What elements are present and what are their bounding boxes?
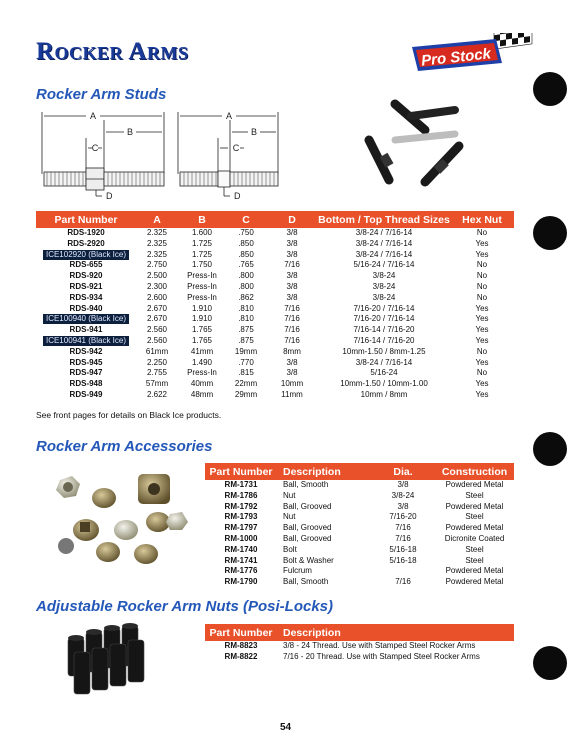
part-number: RDS-948 xyxy=(69,379,103,389)
dim-a-label: A xyxy=(89,111,97,121)
hex-nut-cell: No xyxy=(476,292,488,302)
hex-nut-cell: No xyxy=(476,271,488,281)
part-number-cell: RM-1776 xyxy=(224,566,258,576)
part-number: RDS-941 xyxy=(69,325,103,335)
hex-nut-cell: No xyxy=(476,368,488,378)
thread-sizes-cell: 3/8-24 xyxy=(372,281,396,291)
hex-nut-cell: Yes xyxy=(475,314,489,324)
stud-diagram-hex xyxy=(36,104,171,205)
dim-b-cell: 41mm xyxy=(190,346,214,356)
studs-section-title: Rocker Arm Studs xyxy=(36,86,167,103)
dim-a-cell: 2.560 xyxy=(146,335,168,345)
part-number: RDS-942 xyxy=(69,346,103,356)
dim-c-cell: 22mm xyxy=(234,379,258,389)
dim-b-cell: Press-In xyxy=(187,368,217,378)
dim-d-cell: 3/8 xyxy=(286,249,298,259)
dim-d-cell: 3/8 xyxy=(286,357,298,367)
dim-b-cell: Press-In xyxy=(187,271,217,281)
dim-b-cell: 1.765 xyxy=(191,325,213,335)
dim-a-cell: 2.560 xyxy=(146,325,168,335)
construction-cell: Powdered Metal xyxy=(445,577,504,587)
part-number: RDS-2920 xyxy=(67,238,105,248)
description-cell: Bolt & Washer xyxy=(283,555,334,565)
part-number-cell: RM-1793 xyxy=(224,512,258,522)
checkered-flag-icon xyxy=(494,33,532,49)
hex-nut-cell: Yes xyxy=(475,389,489,399)
hex-nut-cell: Yes xyxy=(475,249,489,259)
thread-sizes-cell: 3/8-24 xyxy=(372,271,396,281)
thread-sizes-cell: 7/16-14 / 7/16-20 xyxy=(353,335,415,345)
part-number-cell xyxy=(36,271,136,282)
dim-d-cell: 8mm xyxy=(283,346,301,356)
hex-nut-cell: No xyxy=(476,260,488,270)
description-cell: Bolt xyxy=(283,544,297,554)
pl-col-description: Description xyxy=(283,626,341,639)
dim-c-cell: .750 xyxy=(238,228,254,237)
acc-col-description: Description xyxy=(283,465,341,478)
part-number-cell xyxy=(36,368,136,379)
dia-cell: 3/8 xyxy=(397,480,409,489)
accessory-row xyxy=(205,512,514,523)
dim-b-cell: 1.490 xyxy=(191,357,213,367)
dim-d-cell: 7/16 xyxy=(284,325,300,335)
stud-row xyxy=(36,239,514,250)
part-number: RDS-949 xyxy=(69,389,103,399)
accessories-table-body xyxy=(205,480,514,588)
dim-d-cell: 7/16 xyxy=(284,260,300,270)
thread-sizes-cell: 5/16-24 / 7/16-14 xyxy=(353,260,415,270)
dim-b-cell: 40mm xyxy=(190,379,214,389)
construction-cell: Steel xyxy=(465,490,484,500)
part-number-cell xyxy=(36,293,136,304)
part-number-cell: RM-1792 xyxy=(224,501,258,511)
dia-cell: 3/8 xyxy=(397,501,409,511)
stud-row xyxy=(36,347,514,358)
col-part-number: Part Number xyxy=(54,213,118,226)
dim-a-cell: 2.500 xyxy=(146,271,168,281)
dim-b-cell: 1.725 xyxy=(191,238,213,248)
binder-hole xyxy=(533,72,567,106)
dim-b-cell: 1.725 xyxy=(191,249,213,259)
dim-b-cell: Press-In xyxy=(187,292,217,302)
part-number-cell xyxy=(36,260,136,271)
stud-row xyxy=(36,314,514,325)
dim-d-cell: 11mm xyxy=(281,389,303,399)
description-cell: Fulcrum xyxy=(283,566,312,576)
dim-b-cell: 48mm xyxy=(190,389,214,399)
stud-row xyxy=(36,282,514,293)
part-number: RDS-1920 xyxy=(67,228,105,237)
dim-c-cell: 29mm xyxy=(234,389,258,399)
description-cell: Ball, Grooved xyxy=(283,523,332,533)
accessory-row xyxy=(205,502,514,513)
part-number-cell: RM-1741 xyxy=(224,555,258,565)
part-number-cell: RM-1731 xyxy=(224,480,258,489)
dim-d-cell: 7/16 xyxy=(284,303,300,313)
page-title: Rocker Arms xyxy=(36,38,189,65)
dim-a-cell: 2.600 xyxy=(146,292,168,302)
dim-b-cell: Press-In xyxy=(187,281,217,291)
dia-cell: 7/16 xyxy=(395,577,411,587)
hex-nut-cell: No xyxy=(476,281,488,291)
dim-c-label: C xyxy=(91,143,99,153)
black-ice-part-number: ICE102920 (Black Ice) xyxy=(43,250,129,260)
part-number: RDS-920 xyxy=(69,271,103,281)
dim-a-cell: 2.622 xyxy=(146,389,168,399)
construction-cell: Steel xyxy=(465,555,484,565)
part-number-cell xyxy=(36,358,136,369)
acc-col-construction: Construction xyxy=(441,465,508,478)
accessory-row xyxy=(205,491,514,502)
dim-d-cell: 10mm xyxy=(280,379,304,389)
construction-cell: Dicronite Coated xyxy=(444,533,505,543)
posilocks-section-title: Adjustable Rocker Arm Nuts (Posi-Locks) xyxy=(36,598,334,615)
part-number: RDS-945 xyxy=(69,357,103,367)
part-number-cell: RM-1000 xyxy=(224,533,258,543)
part-number-cell: RM-1786 xyxy=(224,490,258,500)
acc-col-part-number: Part Number xyxy=(209,465,273,478)
part-number-cell xyxy=(36,325,136,336)
stud-row xyxy=(36,260,514,271)
part-number-cell: RM-1790 xyxy=(224,577,258,587)
dim-a-cell: 2.250 xyxy=(146,357,168,367)
logo-text: Pro Stock xyxy=(420,45,492,70)
posilock-row xyxy=(205,641,514,652)
dim-a-label-2: A xyxy=(225,111,233,121)
stud-row xyxy=(36,293,514,304)
dim-c-cell: .862 xyxy=(238,292,254,302)
col-thread-sizes: Bottom / Top Thread Sizes xyxy=(318,213,450,226)
dim-b-cell: 1.910 xyxy=(191,303,213,313)
thread-sizes-cell: 10mm-1.50 / 10mm-1.00 xyxy=(340,379,428,389)
stud-row xyxy=(36,271,514,282)
description-cell: Nut xyxy=(283,490,296,500)
accessory-row xyxy=(205,523,514,534)
dim-b-cell: 1.600 xyxy=(191,228,213,237)
part-number-cell xyxy=(36,314,136,325)
dim-a-cell: 57mm xyxy=(145,379,169,389)
thread-sizes-cell: 10mm-1.50 / 8mm-1.25 xyxy=(342,346,426,356)
part-number-cell xyxy=(36,379,136,390)
stud-row xyxy=(36,304,514,315)
acc-col-dia: Dia. xyxy=(393,465,413,478)
stud-row xyxy=(36,368,514,379)
stud-row xyxy=(36,390,514,401)
part-number: RDS-934 xyxy=(69,292,103,302)
studs-table xyxy=(36,211,514,401)
dia-cell: 5/16-18 xyxy=(389,555,417,565)
hex-nut-cell: Yes xyxy=(475,379,489,389)
accessory-row xyxy=(205,545,514,556)
dim-d-cell: 3/8 xyxy=(286,271,298,281)
description-cell: 3/8 - 24 Thread. Use with Stamped Steel Rocker Arms xyxy=(283,641,476,650)
accessory-row xyxy=(205,480,514,491)
part-number-cell: RM-1797 xyxy=(224,523,258,533)
thread-sizes-cell: 3/8-24 / 7/16-14 xyxy=(355,238,413,248)
thread-sizes-cell: 5/16-24 xyxy=(370,368,398,378)
part-number-cell xyxy=(36,304,136,315)
thread-sizes-cell: 3/8-24 / 7/16-14 xyxy=(355,357,413,367)
part-number: RDS-921 xyxy=(69,281,103,291)
description-cell: Ball, Smooth xyxy=(283,577,329,587)
dim-c-cell: .850 xyxy=(238,249,254,259)
dim-b-cell: 1.910 xyxy=(191,314,213,324)
accessory-row xyxy=(205,534,514,545)
hex-nut-cell: No xyxy=(476,228,488,237)
hex-nut-cell: Yes xyxy=(475,238,489,248)
part-number-cell xyxy=(36,336,136,347)
posilocks-table-body xyxy=(205,641,514,663)
dim-a-cell: 2.325 xyxy=(146,238,168,248)
dim-c-cell: .765 xyxy=(238,260,254,270)
dia-cell: 5/16-18 xyxy=(389,544,417,554)
dim-c-cell: .800 xyxy=(238,271,254,281)
dim-a-cell: 2.670 xyxy=(146,303,168,313)
dim-d-label-2: D xyxy=(234,191,241,200)
description-cell: Ball, Grooved xyxy=(283,533,332,543)
accessory-row xyxy=(205,566,514,577)
dim-d-cell: 3/8 xyxy=(286,368,298,378)
accessory-row xyxy=(205,556,514,567)
dim-d-cell: 7/16 xyxy=(284,335,300,345)
black-ice-note: See front pages for details on Black Ice products. xyxy=(36,410,222,420)
thread-sizes-cell: 3/8-24 / 7/16-14 xyxy=(355,228,413,237)
thread-sizes-cell: 10mm / 8mm xyxy=(360,389,408,399)
dia-cell: 7/16 xyxy=(395,523,411,533)
dim-c-label-2: C xyxy=(232,143,240,153)
posilocks-table-header xyxy=(205,624,514,641)
hex-nut-cell: No xyxy=(476,346,488,356)
dim-c-cell: .815 xyxy=(238,368,254,378)
dim-c-cell: .770 xyxy=(238,357,254,367)
dim-c-cell: .875 xyxy=(238,325,254,335)
col-a: A xyxy=(153,213,161,226)
dim-c-cell: 19mm xyxy=(234,346,258,356)
dia-cell: 7/16-20 xyxy=(389,512,417,522)
description-cell: Ball, Grooved xyxy=(283,501,332,511)
part-number-cell xyxy=(36,250,136,261)
part-number-cell xyxy=(36,390,136,401)
thread-sizes-cell: 3/8-24 / 7/16-14 xyxy=(355,249,413,259)
dim-d-label: D xyxy=(106,191,113,200)
description-cell: Ball, Smooth xyxy=(283,480,329,489)
dim-a-cell: 2.300 xyxy=(146,281,168,291)
accessories-photo xyxy=(46,470,196,585)
dim-c-cell: .800 xyxy=(238,281,254,291)
description-cell: Nut xyxy=(283,512,296,522)
part-number-cell xyxy=(36,228,136,239)
pl-col-part-number: Part Number xyxy=(209,626,273,639)
thread-sizes-cell: 3/8-24 xyxy=(372,292,396,302)
part-number-cell xyxy=(36,282,136,293)
stud-row xyxy=(36,228,514,239)
thread-sizes-cell: 7/16-20 / 7/16-14 xyxy=(353,314,415,324)
description-cell: 7/16 - 20 Thread. Use with Stamped Steel Rocker Arms xyxy=(283,651,480,661)
dim-c-cell: .810 xyxy=(238,303,254,313)
thread-sizes-cell: 7/16-20 / 7/16-14 xyxy=(353,303,415,313)
posilock-row xyxy=(205,652,514,663)
construction-cell: Steel xyxy=(465,512,484,522)
black-ice-part-number: ICE100940 (Black Ice) xyxy=(43,314,129,324)
hex-nut-cell: Yes xyxy=(475,325,489,335)
accessory-row xyxy=(205,577,514,588)
col-c: C xyxy=(242,213,250,226)
dim-b-label-2: B xyxy=(250,127,258,137)
dim-c-cell: .810 xyxy=(238,314,254,324)
dim-c-cell: .850 xyxy=(238,238,254,248)
part-number-cell xyxy=(36,347,136,358)
dim-d-cell: 7/16 xyxy=(284,314,300,324)
dim-b-cell: 1.750 xyxy=(191,260,213,270)
construction-cell: Steel xyxy=(465,544,484,554)
hex-nut-cell: Yes xyxy=(475,303,489,313)
accessories-table xyxy=(205,463,514,588)
black-ice-part-number: ICE100941 (Black Ice) xyxy=(43,336,129,346)
part-number-cell xyxy=(36,239,136,250)
part-number: RDS-940 xyxy=(69,303,103,313)
dim-a-cell: 2.755 xyxy=(146,368,168,378)
dim-a-cell: 2.670 xyxy=(146,314,168,324)
studs-photo xyxy=(355,96,485,211)
part-number: RDS-655 xyxy=(69,260,103,270)
dim-a-cell: 2.750 xyxy=(146,260,168,270)
stud-row xyxy=(36,325,514,336)
dim-d-cell: 3/8 xyxy=(286,281,298,291)
part-number-cell: RM-8822 xyxy=(224,651,258,661)
binder-hole xyxy=(533,646,567,680)
stud-row xyxy=(36,379,514,390)
brand-logo xyxy=(410,33,536,75)
dim-b-cell: 1.765 xyxy=(191,335,213,345)
hex-nut-cell: Yes xyxy=(475,357,489,367)
dia-cell: 7/16 xyxy=(395,533,411,543)
binder-hole xyxy=(533,216,567,250)
stud-row xyxy=(36,358,514,369)
construction-cell: Powdered Metal xyxy=(445,480,504,489)
construction-cell: Powdered Metal xyxy=(445,501,504,511)
dia-cell xyxy=(371,566,435,577)
col-d: D xyxy=(288,213,296,226)
page-number: 54 xyxy=(280,722,292,733)
part-number-cell: RM-1740 xyxy=(224,544,258,554)
posilocks-photo xyxy=(60,618,160,713)
posilocks-table xyxy=(205,624,514,663)
dim-a-cell: 61mm xyxy=(145,346,169,356)
dim-a-cell: 2.325 xyxy=(146,249,168,259)
accessories-table-header xyxy=(205,463,514,480)
dim-c-cell: .875 xyxy=(238,335,254,345)
construction-cell: Powdered Metal xyxy=(445,566,504,576)
stud-diagram-pressin xyxy=(174,104,284,205)
stud-row xyxy=(36,250,514,261)
stud-row xyxy=(36,336,514,347)
col-b: B xyxy=(198,213,206,226)
dim-b-label: B xyxy=(126,127,134,137)
hex-nut-cell: Yes xyxy=(475,335,489,345)
dia-cell: 3/8-24 xyxy=(391,490,415,500)
part-number-cell: RM-8823 xyxy=(224,641,258,650)
studs-table-body xyxy=(36,228,514,401)
accessories-section-title: Rocker Arm Accessories xyxy=(36,438,213,455)
part-number: RDS-947 xyxy=(69,368,103,378)
thread-sizes-cell: 7/16-14 / 7/16-20 xyxy=(353,325,415,335)
dim-d-cell: 3/8 xyxy=(286,228,298,237)
construction-cell: Powdered Metal xyxy=(445,523,504,533)
studs-table-header xyxy=(36,211,514,228)
col-hex-nut: Hex Nut xyxy=(462,213,502,226)
dim-a-cell: 2.325 xyxy=(146,228,168,237)
dim-d-cell: 3/8 xyxy=(286,292,298,302)
binder-hole xyxy=(533,432,567,466)
dim-d-cell: 3/8 xyxy=(286,238,298,248)
